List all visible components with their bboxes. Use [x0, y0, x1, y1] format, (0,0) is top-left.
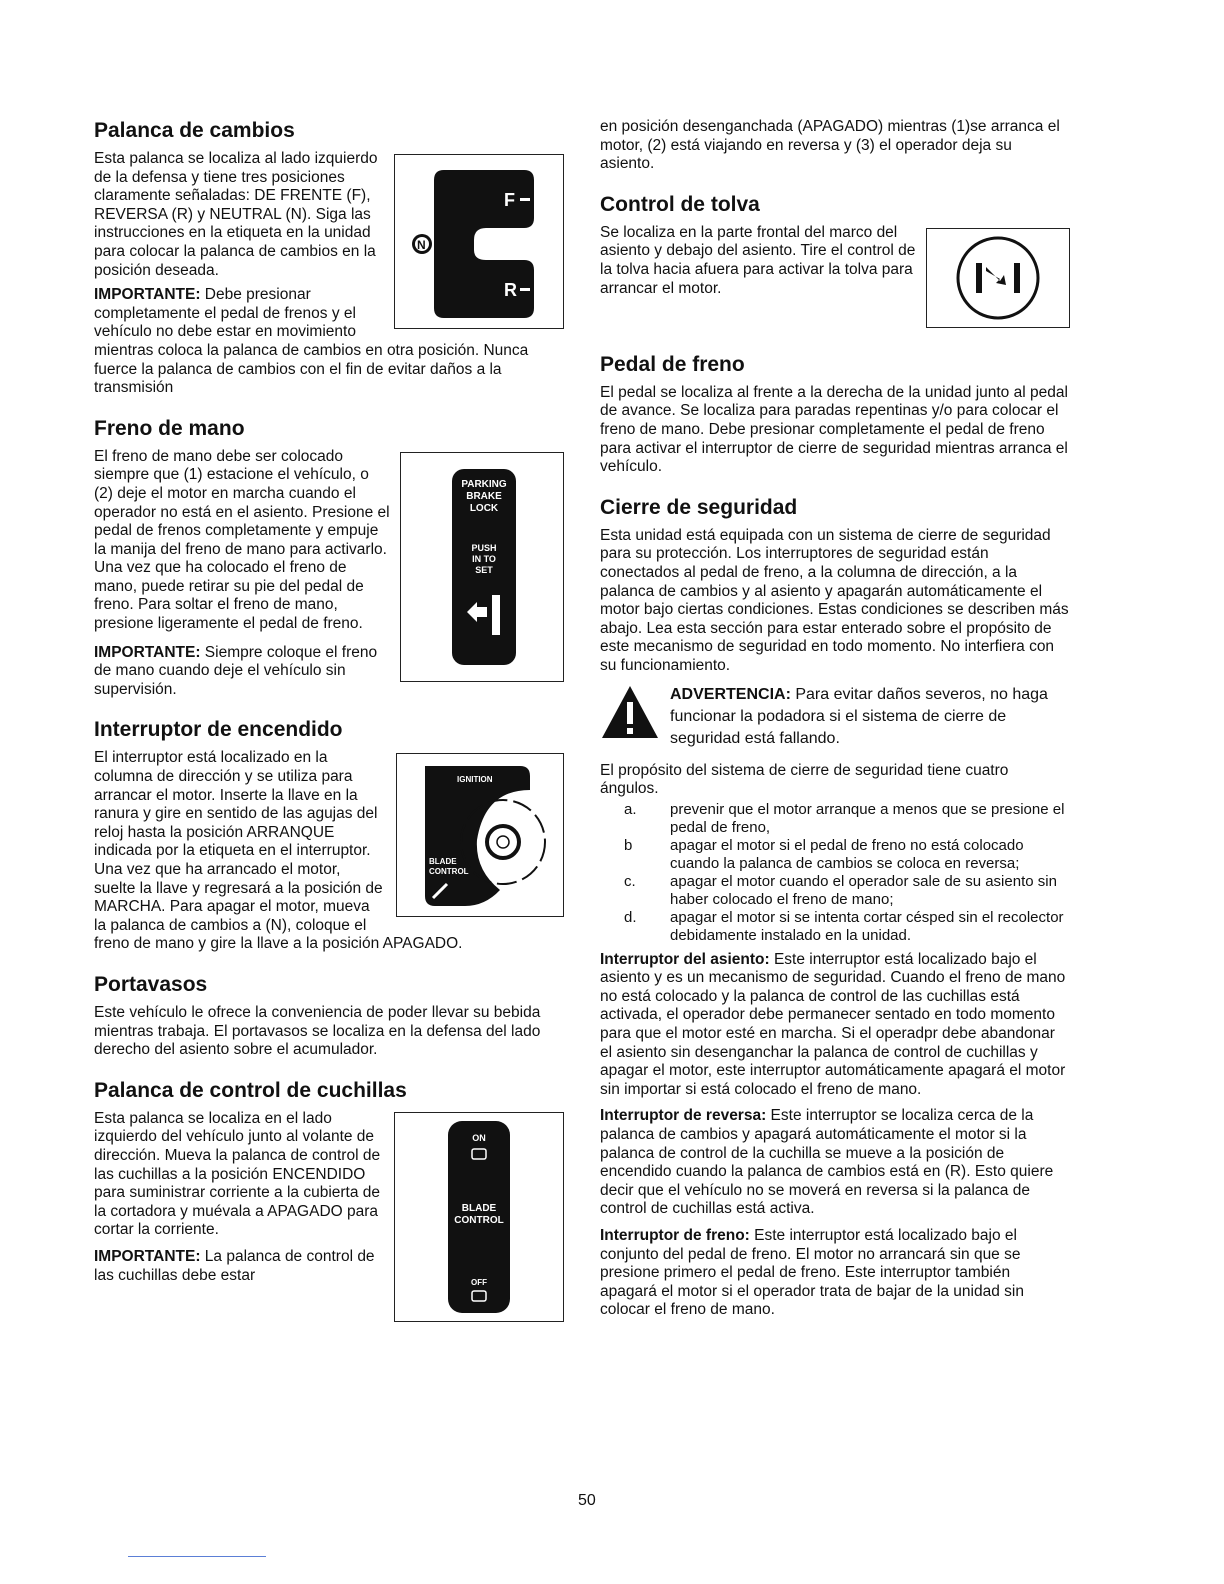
- section-title: Cierre de seguridad: [600, 495, 798, 519]
- svg-text:IN TO: IN TO: [472, 553, 496, 564]
- list-item: [624, 801, 1070, 837]
- list-item-letter: d.: [624, 908, 637, 926]
- section-title: Freno de mano: [94, 416, 245, 440]
- hopper-icon: [948, 233, 1048, 323]
- safety-list: [624, 801, 1070, 945]
- list-item-text: apagar el motor cuando el operador sale de su asiento sin haber colocado el freno de mano;: [670, 872, 1057, 908]
- shift-lever-figure: [394, 154, 564, 329]
- blade-control-figure: [394, 1112, 564, 1322]
- svg-text:CONTROL: CONTROL: [429, 867, 469, 877]
- warning-icon: [600, 684, 660, 740]
- section-parking-brake: [94, 416, 564, 700]
- shift-f-label: F: [504, 189, 515, 210]
- svg-text:IGNITION: IGNITION: [457, 775, 493, 785]
- section-title: Pedal de freno: [600, 352, 745, 376]
- continued-text: en posición desenganchada (APAGADO) mientras (1)se arranca el motor, (2) está viajando en reversa y (3) el operador deja su asiento.: [600, 118, 1060, 173]
- important-note: IMPORTANTE: Siempre coloque el freno de mano cuando deje el vehículo sin supervisión.: [94, 643, 378, 698]
- section-title: Portavasos: [94, 972, 208, 996]
- section-body: Esta palanca se localiza en el lado izquierdo del vehículo junto al volante de dirección. Mueva la palanca de control de las cuchillas a la posición ENCENDIDO para suministrar corriente a la cubierta de la cortadora y muévala a APAGADO para cortar la corriente.: [94, 1109, 381, 1239]
- list-item: [624, 837, 1070, 873]
- section-body: Este vehículo le ofrece la conveniencia de poder llevar su bebida mientras trabaja. El portavasos se localiza en la defensa del lado derecho del asiento sobre el acumulador.: [94, 1003, 541, 1059]
- brake-switch-text: Interruptor de freno: Este interruptor está localizado bajo el conjunto del pedal de freno. El motor no arrancará sin que se presione primero el pedal de freno. Este interruptor también apagará el motor si el operador trata de bajar de la unidad sin colocar el freno de mano.: [600, 1227, 1024, 1319]
- section-body: El pedal se localiza al frente a la derecha de la unidad junto al pedal de avance. Se localiza para paradas repentinas y/o para colocar el freno de mano. Debe presionar completamente el pedal de freno para activar el interruptor de cierre de seguridad mientras arranca el vehículo.: [600, 383, 1068, 476]
- section-ignition: [94, 717, 564, 954]
- svg-text:BLADE: BLADE: [461, 1202, 497, 1214]
- section-body: El interruptor está localizado en la columna de dirección y se utiliza para arrancar el motor. Inserte la llave en la ranura y gire en sentido de las agujas del reloj hasta la posición ARRANQUE indicada por la etiqueta en el interruptor. Una vez que ha arrancado el motor, suelte la llave y regresará a la posición de MARCHA. Para apagar el motor, mueva la palanca de cambios a (N), coloque el freno de mano y gire la llave a la posición APAGADO.: [94, 749, 463, 953]
- parking-brake-icon: [437, 467, 527, 667]
- svg-text:LOCK: LOCK: [469, 502, 499, 514]
- section-title: Palanca de cambios: [94, 119, 295, 142]
- seat-switch-text: Interruptor del asiento: Este interruptor está localizado bajo el asiento y es un mecanismo de seguridad. Cuando el freno de mano no está colocado y la palanca de control de las cuchillas está activada, el operador debe permanecer sentado en todo momento para que el motor esté en marcha. Si el operadpr debe abandonar el asiento sin desenganchar la palanca de control de cuchillas y apagar el motor, este interruptor automáticamente apagará el motor sin importar si está colocado el freno de mano.: [600, 950, 1066, 1098]
- list-item-text: prevenir que el motor arranque a menos que se presione el pedal de freno,: [670, 800, 1065, 836]
- section-hopper-control: [600, 192, 1070, 334]
- section-body: El freno de mano debe ser colocado siempre que (1) estacione el vehículo, o (2) deje el motor en marcha cuando el operador no está en el asiento. Presione el pedal de frenos completamente y empuje la manija del freno de mano para activarlo. Una vez que ha colocado el freno de mano, puede retirar su pie del pedal de freno. Para soltar el freno de mano, presione ligeramente el pedal de freno.: [94, 447, 390, 633]
- left-column: [94, 118, 564, 1346]
- reverse-switch-text: Interruptor de reversa: Este interruptor se localiza cerca de la palanca de cambios y apagará automáticamente el motor si la palanca de control de la cuchilla se mueve a la posición de encendido cuando la palanca de cambios está en (R). Esto quiere decir que el vehículo no se moverá en reversa si la palanca de control de cuchillas está activa.: [600, 1107, 1054, 1218]
- warning-text: ADVERTENCIA: Para evitar daños severos, no haga funcionar la podadora si el sistema de cierre de seguridad está fallando.: [670, 685, 1048, 747]
- svg-text:BLADE: BLADE: [429, 857, 457, 867]
- hopper-figure: [926, 228, 1070, 328]
- section-title: Palanca de control de cuchillas: [94, 1078, 407, 1102]
- svg-text:OFF: OFF: [471, 1277, 487, 1287]
- section-cupholder: [94, 972, 564, 1060]
- ignition-figure: [396, 753, 564, 917]
- svg-text:PARKING: PARKING: [461, 478, 507, 490]
- list-item-text: apagar el motor si se intenta cortar césped sin el recolector debidamente instalado en la unidad.: [670, 908, 1064, 944]
- shift-n-label: N: [417, 237, 426, 252]
- section-safety-interlock: [600, 495, 1070, 1320]
- important-note: IMPORTANTE: La palanca de control de las cuchillas debe estar: [94, 1247, 375, 1284]
- list-item-text: apagar el motor si el pedal de freno no está colocado cuando la palanca de cambios se coloca en reversa;: [670, 836, 1024, 872]
- parking-brake-figure: [400, 452, 564, 682]
- list-item: [624, 909, 1070, 945]
- svg-text:CONTROL: CONTROL: [454, 1214, 504, 1226]
- right-column: [600, 118, 1070, 1338]
- section-body: Esta unidad está equipada con un sistema de cierre de seguridad para su protección. Los interruptores de seguridad están conectados al pedal de freno, a la columna de dirección, a la palanca de cambios y al asiento y apagarán automáticamente el motor bajo ciertas condiciones. Estas condiciones se describen más abajo. Lea esta sección para estar enterado sobre el propósito de este mecanismo de seguridad en todo momento. No interfiera con su funcionamiento.: [600, 526, 1069, 674]
- warning-box: [600, 684, 1070, 750]
- list-item-letter: c.: [624, 872, 636, 890]
- svg-text:BRAKE: BRAKE: [466, 490, 502, 502]
- important-note: IMPORTANTE: Debe presionar completamente el pedal de frenos y el vehículo no debe estar en movimiento mientras coloca la palanca de cambios en otra posición. Nunca fuerce la palanca de cambios con el fin de evitar daños a la transmisión: [94, 286, 529, 397]
- ignition-icon: [405, 760, 555, 910]
- shift-r-label: R: [504, 279, 517, 300]
- svg-text:PUSH: PUSH: [471, 542, 497, 553]
- section-title: Control de tolva: [600, 192, 760, 216]
- section-body: Esta palanca se localiza al lado izquierdo de la defensa y tiene tres posiciones claramente señaladas: DE FRENTE (F), REVERSA (R) y NEUTRAL (N). Siga las instrucciones en la etiqueta en la unidad para colocar la palanca de cambios en la posición deseada.: [94, 150, 378, 279]
- footer-divider: [128, 1556, 266, 1557]
- purpose-text: El propósito del sistema de cierre de seguridad tiene cuatro ángulos.: [600, 761, 1009, 798]
- svg-text:SET: SET: [475, 564, 493, 575]
- section-blade-control: [94, 1078, 564, 1328]
- shift-lever-icon: [404, 162, 554, 322]
- section-title: Interruptor de encendido: [94, 718, 343, 742]
- section-brake-pedal: [600, 352, 1070, 477]
- list-item-letter: b: [624, 836, 633, 854]
- page-number: 50: [578, 1492, 596, 1509]
- section-body: Se localiza en la parte frontal del marco del asiento y debajo del asiento. Tire el control de la tolva hacia afuera para activar la tolva para arrancar el motor.: [600, 223, 916, 297]
- list-item: [624, 873, 1070, 909]
- section-shift-lever: [94, 118, 564, 398]
- list-item-letter: a.: [624, 800, 637, 818]
- blade-control-icon: [434, 1119, 524, 1315]
- svg-text:ON: ON: [472, 1132, 486, 1143]
